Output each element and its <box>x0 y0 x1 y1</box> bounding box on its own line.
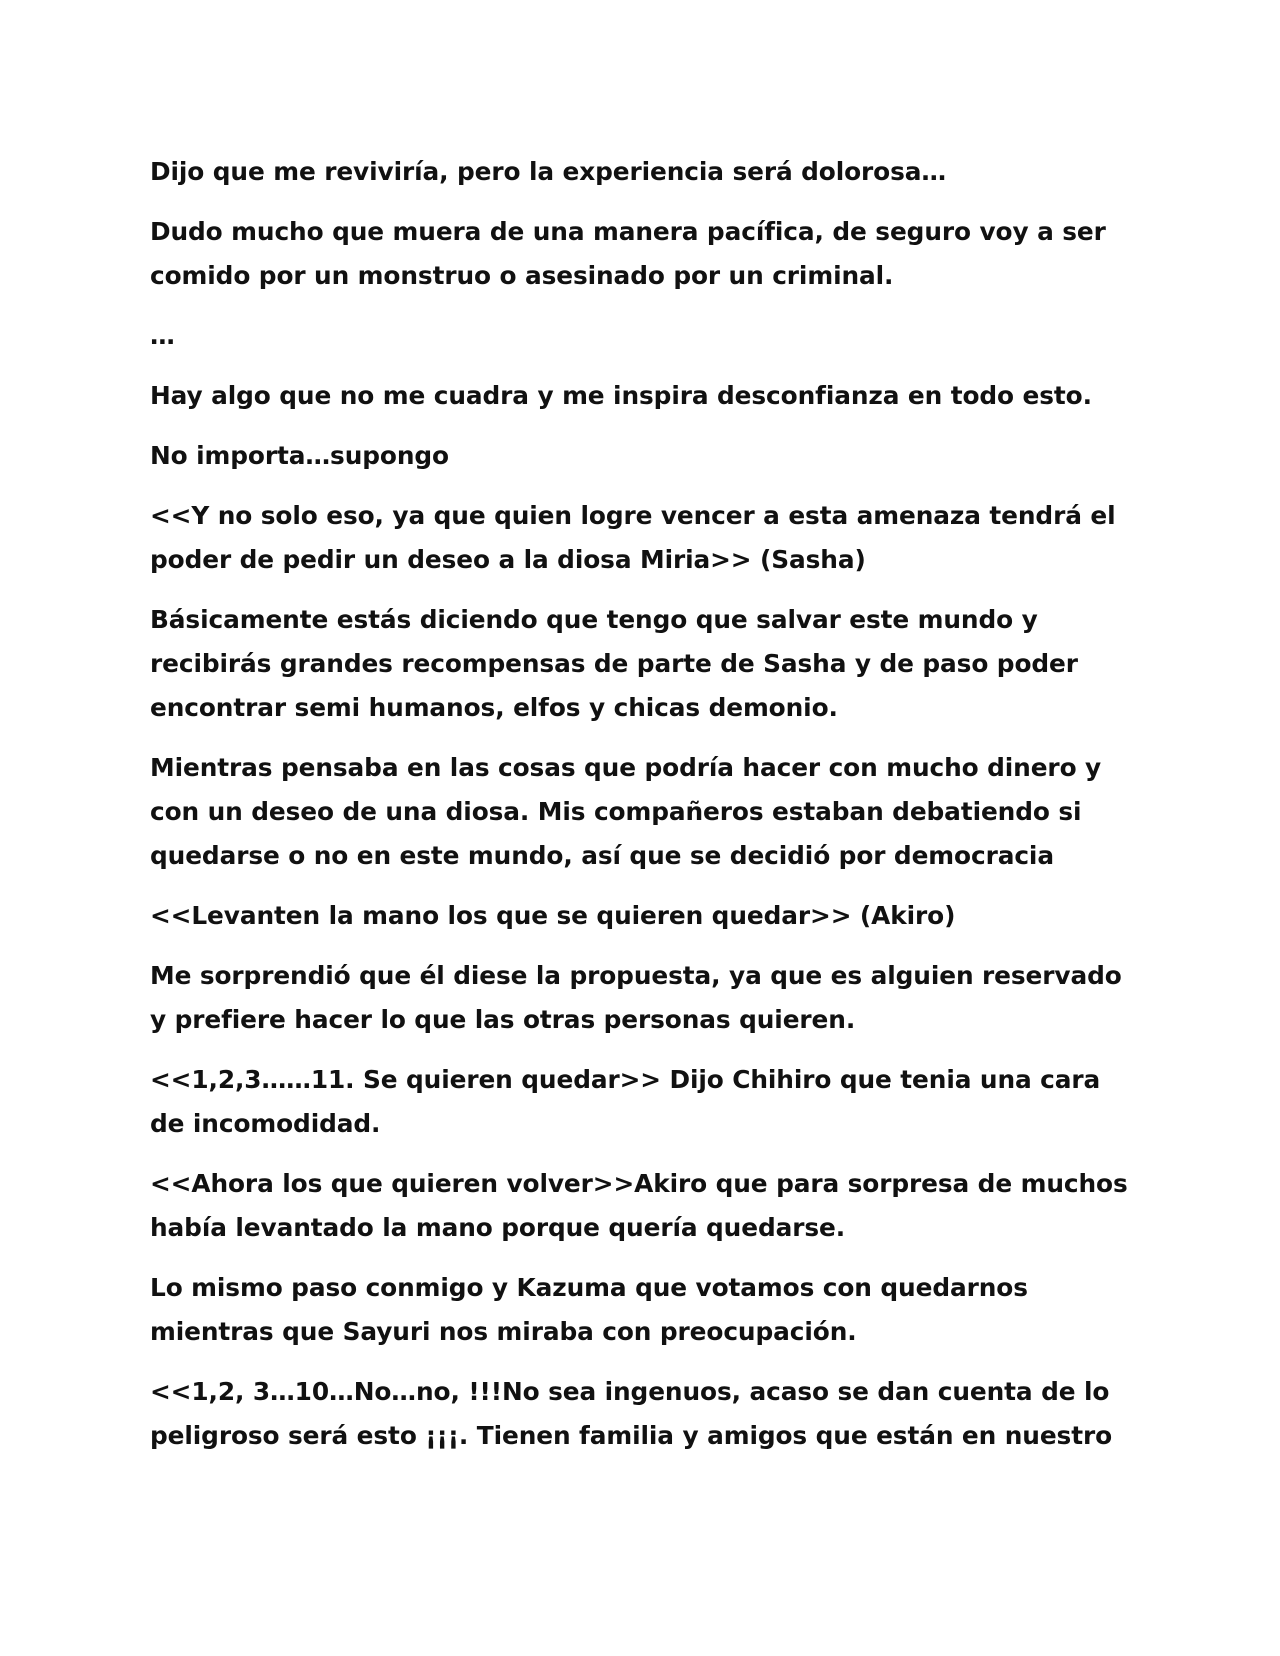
paragraph: Hay algo que no me cuadra y me inspira desconfianza en todo esto. <box>150 381 1092 410</box>
paragraph: Me sorprendió que él diese la propuesta, ya que es alguien reservado y prefiere hacer lo que las otras personas quieren. <box>150 961 1122 1034</box>
paragraph: No importa…supongo <box>150 441 449 470</box>
paragraph: <<Ahora los que quieren volver>>Akiro que para sorpresa de muchos había levantado la mano porque quería quedarse. <box>150 1169 1128 1242</box>
paragraph: Dudo mucho que muera de una manera pacífica, de seguro voy a ser comido por un monstruo o asesinado por un criminal. <box>150 217 1106 290</box>
paragraph: Mientras pensaba en las cosas que podría hacer con mucho dinero y con un deseo de una diosa. Mis compañeros estaban debatiendo si quedarse o no en este mundo, así que se decidió por democracia <box>150 753 1102 870</box>
paragraph: Dijo que me reviviría, pero la experiencia será dolorosa… <box>150 157 947 186</box>
paragraph: <<1,2,3……11. Se quieren quedar>> Dijo Chihiro que tenia una cara de incomodidad. <box>150 1065 1101 1138</box>
paragraph: Básicamente estás diciendo que tengo que salvar este mundo y recibirás grandes recompensas de parte de Sasha y de paso poder encontrar semi humanos, elfos y chicas demonio. <box>150 605 1078 722</box>
paragraph: <<Levanten la mano los que se quieren quedar>> (Akiro) <box>150 901 956 930</box>
document-body <box>150 150 1130 1474</box>
paragraph: Lo mismo paso conmigo y Kazuma que votamos con quedarnos mientras que Sayuri nos miraba con preocupación. <box>150 1273 1028 1346</box>
paragraph: <<Y no solo eso, ya que quien logre vencer a esta amenaza tendrá el poder de pedir un deseo a la diosa Miria>> (Sasha) <box>150 501 1116 574</box>
paragraph: <<1,2, 3…10…No…no, !!!No sea ingenuos, acaso se dan cuenta de lo peligroso será esto ¡¡¡. Tienen familia y amigos que están en nuestro <box>150 1377 1113 1450</box>
paragraph: … <box>150 321 175 350</box>
